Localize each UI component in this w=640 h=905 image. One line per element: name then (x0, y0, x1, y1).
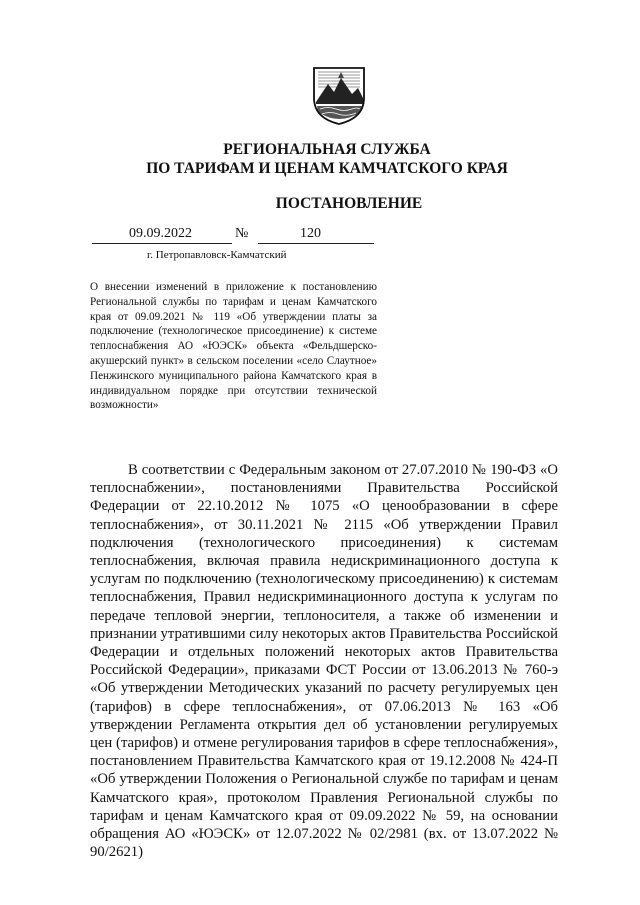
body-text: В соответствии с Федеральным законом от 27.07.2010 № 190-ФЗ «О теплоснабжении», постановлениями Правительства Российской Федерации от 22.10.2012 № 1075 «О ценообразовании в сфере теплоснабжения», от 30.11.2021 № 2115 «Об утверждении Правил подключения (технологического присоединения) к системам теплоснабжения, включая правила недискриминационного доступа к услугам по подключению (технологическому присоединению) к системам теплоснабжения, Правил недискриминационного доступа к услугам по передаче тепловой энергии, теплоносителя, а также об изменении и признании утратившими силу некоторых актов Правительства Российской Федерации и отдельных положений некоторых актов Правительства Российской Федерации», приказами ФСТ России от 13.06.2013 № 760-э «Об утверждении Методических указаний по расчету регулируемых цен (тарифов) в сфере теплоснабжения», от 07.06.2013 № 163 «Об утверждении Регламента открытия дел об установлении регулируемых цен (тарифов) и отмене регулирования тарифов в сфере теплоснабжения», постановлением Правительства Камчатского края от 19.12.2008 № 424-П «Об утверждении Положения о Региональной службе по тарифам и ценам Камчатского края», протоколом Правления Региональной службы по тарифам и ценам Камчатского края от 09.09.2022 № 59, на основании обращения АО «ЮЭСК» от 12.07.2022 № 02/2981 (вх. от 13.07.2022 № 90/2621) (90, 462, 558, 861)
org-line-1: РЕГИОНАЛЬНАЯ СЛУЖБА (223, 141, 431, 158)
document-date: 09.09.2022 (129, 226, 192, 241)
document-type: ПОСТАНОВЛЕНИЕ (275, 195, 423, 212)
city-name: г. Петропавловск-Камчатский (147, 249, 287, 261)
body-paragraph (90, 461, 558, 861)
date-number-line (92, 226, 374, 244)
org-line-2: ПО ТАРИФАМ И ЦЕНАМ КАМЧАТСКОГО КРАЯ (146, 160, 508, 177)
coat-of-arms-icon (306, 62, 372, 126)
organization-name (0, 140, 640, 178)
number-sign: № (235, 226, 249, 241)
document-number: 120 (300, 226, 321, 241)
subject-block: О внесении изменений в приложение к постановлению Региональной службы по тарифам и ценам Камчатского края от 09.09.2021 № 119 «Об утверждении платы за подключение (технологическое присоединение) к системе теплоснабжения АО «ЮЭСК» объекта «Фельдшерско-акушерский пункт» в сельском поселении «село Слаутное» Пенжинского муниципального района Камчатского края в индивидуальном порядке при отсутствии технической возможности» (90, 281, 377, 412)
